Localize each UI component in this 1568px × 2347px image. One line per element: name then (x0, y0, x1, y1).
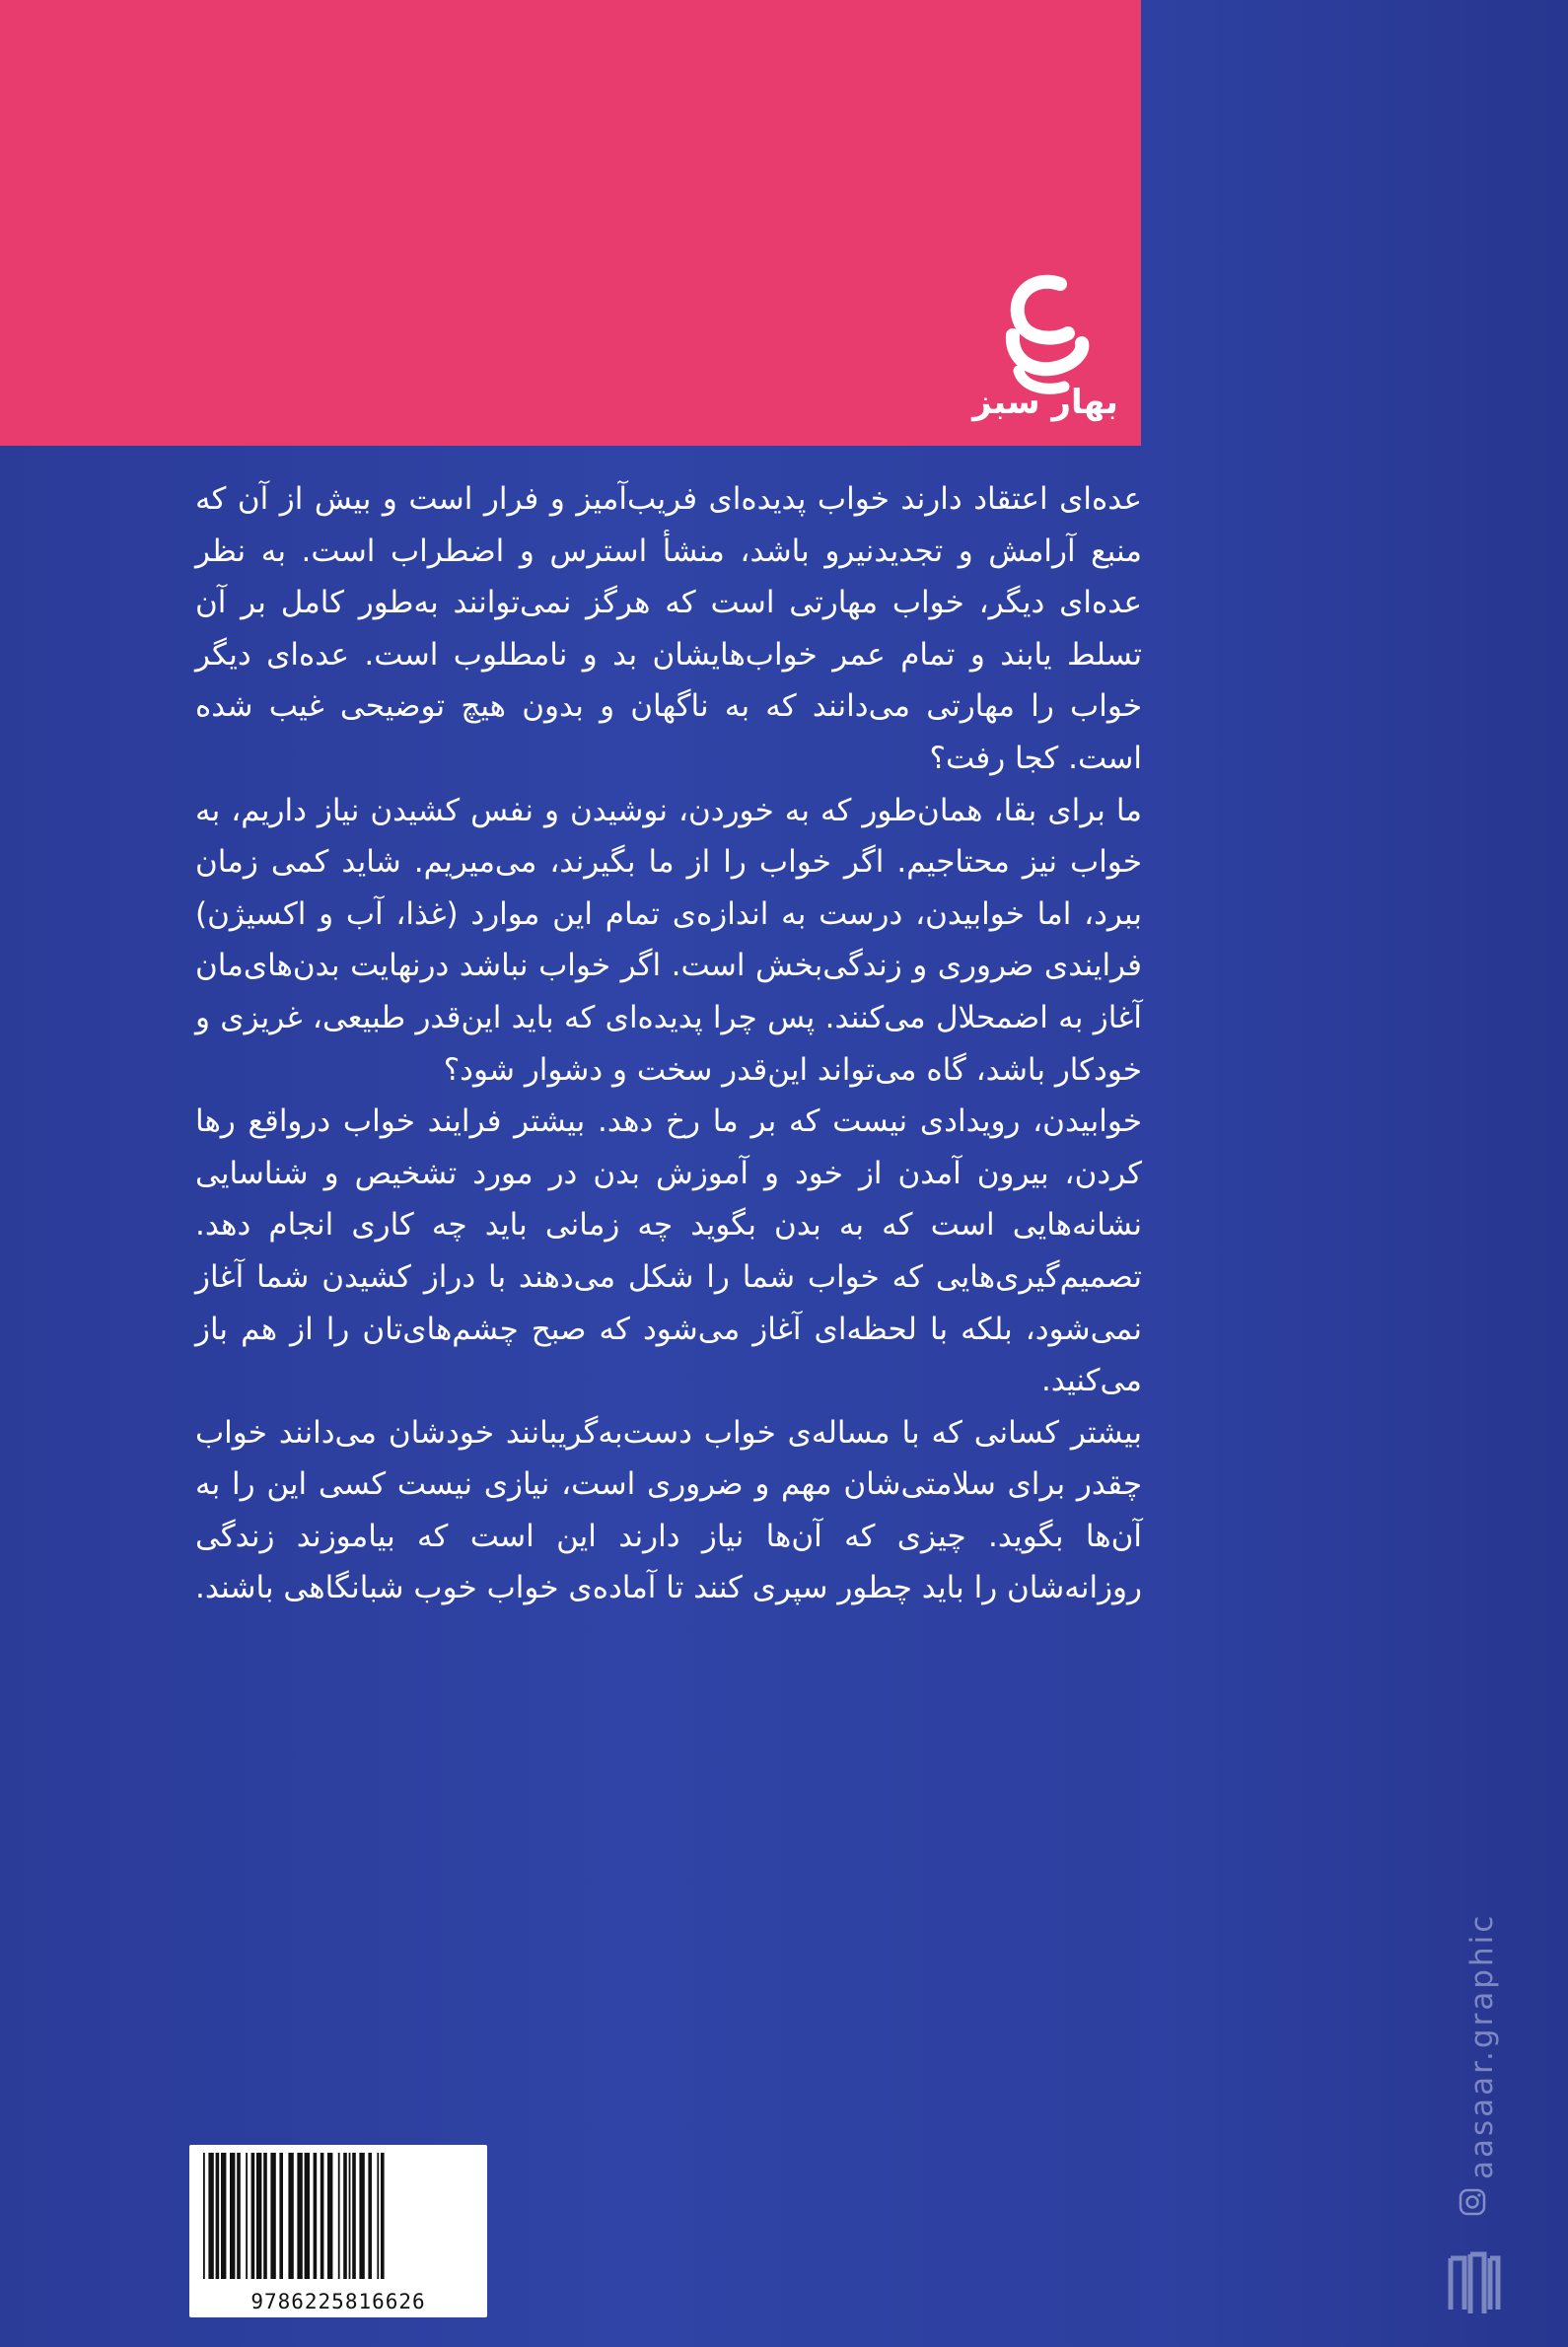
watermark-logo-icon (1445, 2248, 1502, 2317)
pink-header-block (0, 0, 1141, 446)
barcode-bar (256, 2153, 261, 2279)
barcode-bar (349, 2153, 351, 2279)
barcode-bar (381, 2153, 385, 2279)
isbn-number: 9786225816626 (250, 2290, 426, 2313)
barcode-bar (368, 2153, 372, 2279)
barcode-bar (338, 2153, 340, 2279)
cover-right-strip (1141, 0, 1568, 2347)
barcode-bars (197, 2153, 479, 2281)
barcode-bar (327, 2153, 332, 2279)
blurb-paragraph-2: ما برای بقا، همان‌طور که به خوردن، نوشیدن و نفس کشیدن نیاز داریم، به خواب نیز محتاجیم. اگر خواب را از ما بگیرند، می‌میریم. شاید کمی زمان ببرد، اما خوابیدن، درست به اندازه‌ی تمام این موارد (غذا، آب و اکسیژن) فرایندی ضروری و زندگی‌بخش است. اگر خواب نباشد درنهایت بدن‌های‌مان آغاز به اضمحلال می‌کنند. پس چرا پدیده‌ای که باید این‌قدر طبیعی، غریزی و خودکار باشد، گاه می‌تواند این‌قدر سخت و دشوار شود؟ (195, 792, 1142, 1088)
watermark-handle: aasaar.graphic (1464, 1912, 1500, 2179)
barcode-bar (230, 2153, 235, 2279)
instagram-icon (1458, 2187, 1487, 2217)
barcode-bar (263, 2153, 267, 2279)
barcode-bar (305, 2153, 310, 2279)
barcode-bar (377, 2153, 379, 2279)
publisher-name: بهار سبز (972, 383, 1118, 422)
barcode-bar (216, 2153, 220, 2279)
barcode-bar (359, 2153, 364, 2279)
barcode-bar (297, 2153, 302, 2279)
barcode-bar (251, 2153, 255, 2279)
barcode-bar (203, 2153, 205, 2279)
barcode-bar (221, 2153, 226, 2279)
isbn-barcode (189, 2145, 487, 2317)
blurb-paragraph-4: بیشتر کسانی که با مساله‌ی خواب دست‌به‌گریبانند خودشان می‌دانند خواب چقدر برای سلامتی‌شان مهم و ضروری است، نیازی نیست کسی این را به آن‌ها بگوید. چیزی که آن‌ها نیاز دارند این است که بیاموزند زندگی روزانه‌شان را باید چطور سپری کنند تا آماده‌ی خواب خوب شبانگاهی باشند. (195, 1414, 1142, 1606)
barcode-bar (343, 2153, 347, 2279)
barcode-bar (321, 2153, 324, 2279)
blurb-paragraph-3: خوابیدن، رویدادی نیست که بر ما رخ دهد. بیشتر فرایند خواب درواقع رها کردن، بیرون آمدن از خود و آموزش بدن در مورد تشخیص و شناسایی نشانه‌هایی است که به بدن بگوید چه زمانی باید چه کاری انجام دهد. تصمیم‌گیری‌هایی که خواب شما را شکل می‌دهند با دراز کشیدن شما آغاز نمی‌شود، بلکه با لحظه‌ای آغاز می‌شود که صبح چشم‌های‌تان را از هم باز می‌کنید. (195, 1103, 1142, 1399)
barcode-bar (208, 2153, 213, 2279)
blurb-paragraph-1: عده‌ای اعتقاد دارند خواب پدیده‌ای فریب‌آمیز و فرار است و بیش از آن که منبع آرامش و تجدیدنیرو باشد، منشأ استرس و اضطراب است. به نظر عده‌ای دیگر، خواب مهارتی است که هرگز نمی‌توانند به‌طور کامل بر آن تسلط یابند و تمام عمر خواب‌هایشان بد و نامطلوب است. عده‌ای دیگر خواب را مهارتی می‌دانند که به ناگهان و بدون هیچ توضیحی غیب شده است. کجا رفت؟ (195, 481, 1142, 776)
barcode-bar (237, 2153, 241, 2279)
barcode-bar (246, 2153, 248, 2279)
barcode-bar (288, 2153, 293, 2279)
barcode-bar (279, 2153, 283, 2279)
barcode-bar (352, 2153, 356, 2279)
back-cover-blurb (195, 473, 1142, 1614)
barcode-bar (314, 2153, 318, 2279)
barcode-bar (270, 2153, 275, 2279)
